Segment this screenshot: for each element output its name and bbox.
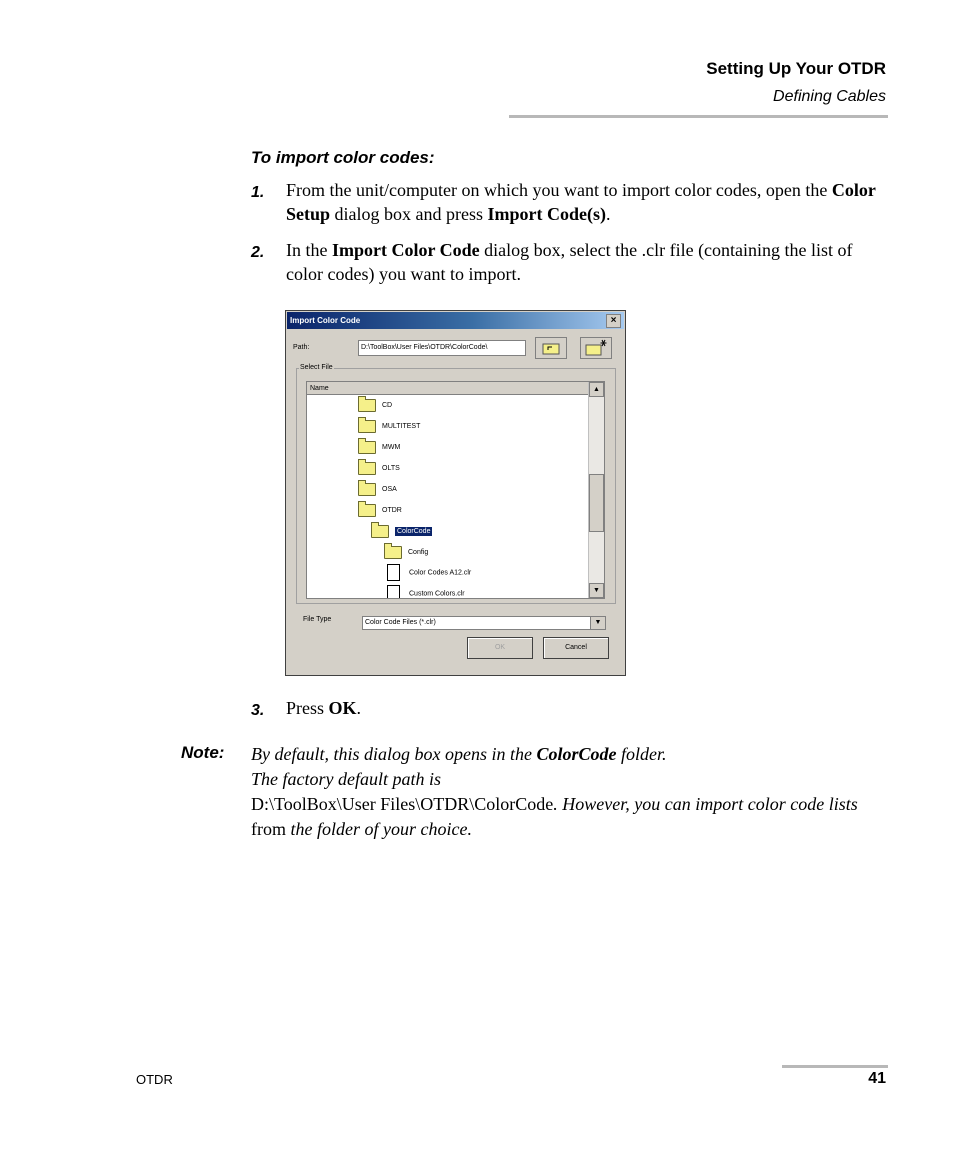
folder-icon — [384, 546, 402, 559]
dialog-title: Import Color Code — [290, 316, 361, 325]
scroll-up-icon[interactable]: ▲ — [589, 382, 604, 397]
note-label: Note: — [181, 743, 225, 762]
note-text: By default, this dialog box opens in the ColorCode folder. The factory default path is D:\ToolBox\User Files\OTDR\ColorCode. However, you can import color code lists from the folder of your choice. — [251, 744, 858, 839]
file-icon — [387, 585, 400, 599]
file-icon — [387, 564, 400, 581]
new-folder-icon — [581, 338, 611, 358]
import-color-code-dialog — [285, 310, 626, 676]
folder-icon — [358, 420, 376, 433]
path-label: Path: — [293, 344, 310, 351]
file-list[interactable] — [306, 381, 605, 599]
list-item[interactable]: OTDR — [358, 502, 402, 520]
step-1 — [251, 178, 891, 226]
step-number: 2. — [251, 244, 265, 261]
cancel-button[interactable]: Cancel — [543, 637, 609, 659]
step-text: From the unit/computer on which you want to import color codes, open the Color Setup dialog box and press Import Code(s). — [286, 180, 876, 224]
header-rule — [509, 115, 888, 118]
step-3 — [251, 696, 891, 720]
folder-icon — [358, 462, 376, 475]
step-text: Press OK. — [286, 698, 362, 718]
path-field[interactable]: D:\ToolBox\User Files\OTDR\ColorCode\ — [358, 340, 526, 356]
list-item[interactable]: MWM — [358, 439, 400, 457]
step-2 — [251, 238, 891, 286]
step-number: 1. — [251, 184, 265, 201]
folder-icon — [358, 504, 376, 517]
file-type-label: File Type — [303, 616, 332, 623]
list-item[interactable]: MULTITEST — [358, 418, 420, 436]
chevron-down-icon[interactable]: ▼ — [590, 617, 605, 629]
step-number: 3. — [251, 702, 265, 719]
scroll-thumb[interactable] — [589, 474, 604, 532]
page-number: 41 — [868, 1070, 886, 1087]
new-folder-button[interactable] — [580, 337, 612, 359]
column-header-name[interactable]: Name — [307, 382, 588, 395]
file-type-select[interactable]: Color Code Files (*.clr) ▼ — [362, 616, 606, 630]
chapter-title: Setting Up Your OTDR — [706, 59, 886, 78]
list-item[interactable]: CD — [358, 397, 392, 415]
footer-rule — [782, 1065, 888, 1068]
folder-icon — [358, 399, 376, 412]
list-item[interactable]: Custom Colors.clr — [384, 585, 465, 599]
section-subtitle: Defining Cables — [773, 88, 886, 105]
ok-button[interactable]: OK — [467, 637, 533, 659]
list-item-selected[interactable]: ColorCode — [371, 523, 432, 541]
folder-icon — [358, 441, 376, 454]
select-file-label: Select File — [300, 364, 333, 371]
parent-folder-button[interactable] — [535, 337, 567, 359]
dialog-titlebar — [287, 312, 624, 329]
list-item[interactable]: Config — [384, 544, 428, 562]
step-text: In the Import Color Code dialog box, select the .clr file (containing the list of color codes) you want to import. — [286, 240, 853, 284]
list-item[interactable]: Color Codes A12.clr — [384, 564, 471, 582]
close-icon[interactable]: × — [606, 314, 621, 328]
vertical-scrollbar[interactable] — [588, 382, 604, 598]
open-folder-icon — [371, 525, 389, 538]
list-item[interactable]: OSA — [358, 481, 397, 499]
folder-icon — [358, 483, 376, 496]
scroll-down-icon[interactable]: ▼ — [589, 583, 604, 598]
footer-product: OTDR — [136, 1072, 173, 1087]
up-folder-icon — [536, 338, 566, 358]
list-item[interactable]: OLTS — [358, 460, 400, 478]
default-path: D:\ToolBox\User Files\OTDR\ColorCode — [251, 794, 554, 814]
procedure-title: To import color codes: — [251, 148, 435, 167]
